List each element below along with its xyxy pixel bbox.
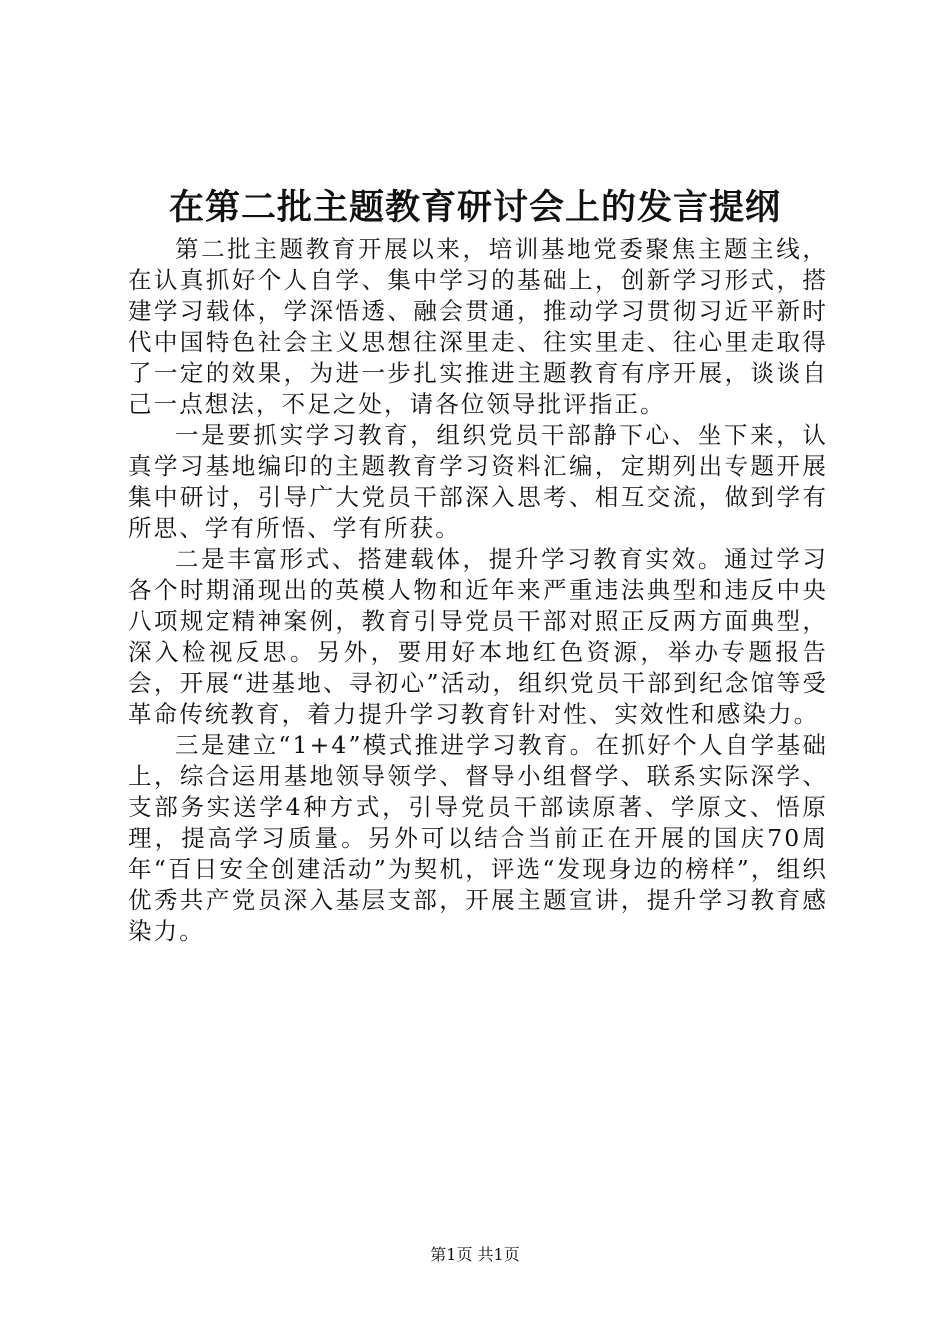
paragraph-intro: 第二批主题教育开展以来，培训基地党委聚焦主题主线，在认真抓好个人自学、集中学习的基础上，创新学习形式，搭建学习载体，学深悟透、融会贯通，推动学习贯彻习近平新时代中国特色社会主义思想往深里走、往实里走、往心里走取得了一定的效果，为进一步扎实推进主题教育有序开展，谈谈自己一点想法，不足之处，请各位领导批评指正。: [128, 235, 828, 418]
paragraph-point-one: 一是要抓实学习教育，组织党员干部静下心、坐下来，认真学习基地编印的主题教育学习资料汇编，定期列出专题开展集中研讨，引导广大党员干部深入思考、相互交流，做到学有所思、学有所悟、学有所获。: [128, 421, 828, 542]
page-footer: 第1页 共1页: [430, 1245, 520, 1264]
document-title: 在第二批主题教育研讨会上的发言提纲: [168, 187, 781, 228]
document-body: [128, 234, 828, 947]
paragraph-point-two: 二是丰富形式、搭建载体，提升学习教育实效。通过学习各个时期涌现出的英模人物和近年来严重违法典型和违反中央八项规定精神案例，教育引导党员干部对照正反两方面典型，深入检视反思。另外，要用好本地红色资源，举办专题报告会，开展“进基地、寻初心”活动，组织党员干部到纪念馆等受革命传统教育，着力提升学习教育针对性、实效性和感染力。: [128, 545, 828, 728]
paragraph-point-three: 三是建立“1+4”模式推进学习教育。在抓好个人自学基础上，综合运用基地领导领学、督导小组督学、联系实际深学、支部务实送学4种方式，引导党员干部读原著、学原文、悟原理，提高学习质量。另外可以结合当前正在开展的国庆70周年“百日安全创建活动”为契机，评选“发现身边的榜样”，组织优秀共产党员深入基层支部，开展主题宣讲，提升学习教育感染力。: [128, 731, 828, 945]
